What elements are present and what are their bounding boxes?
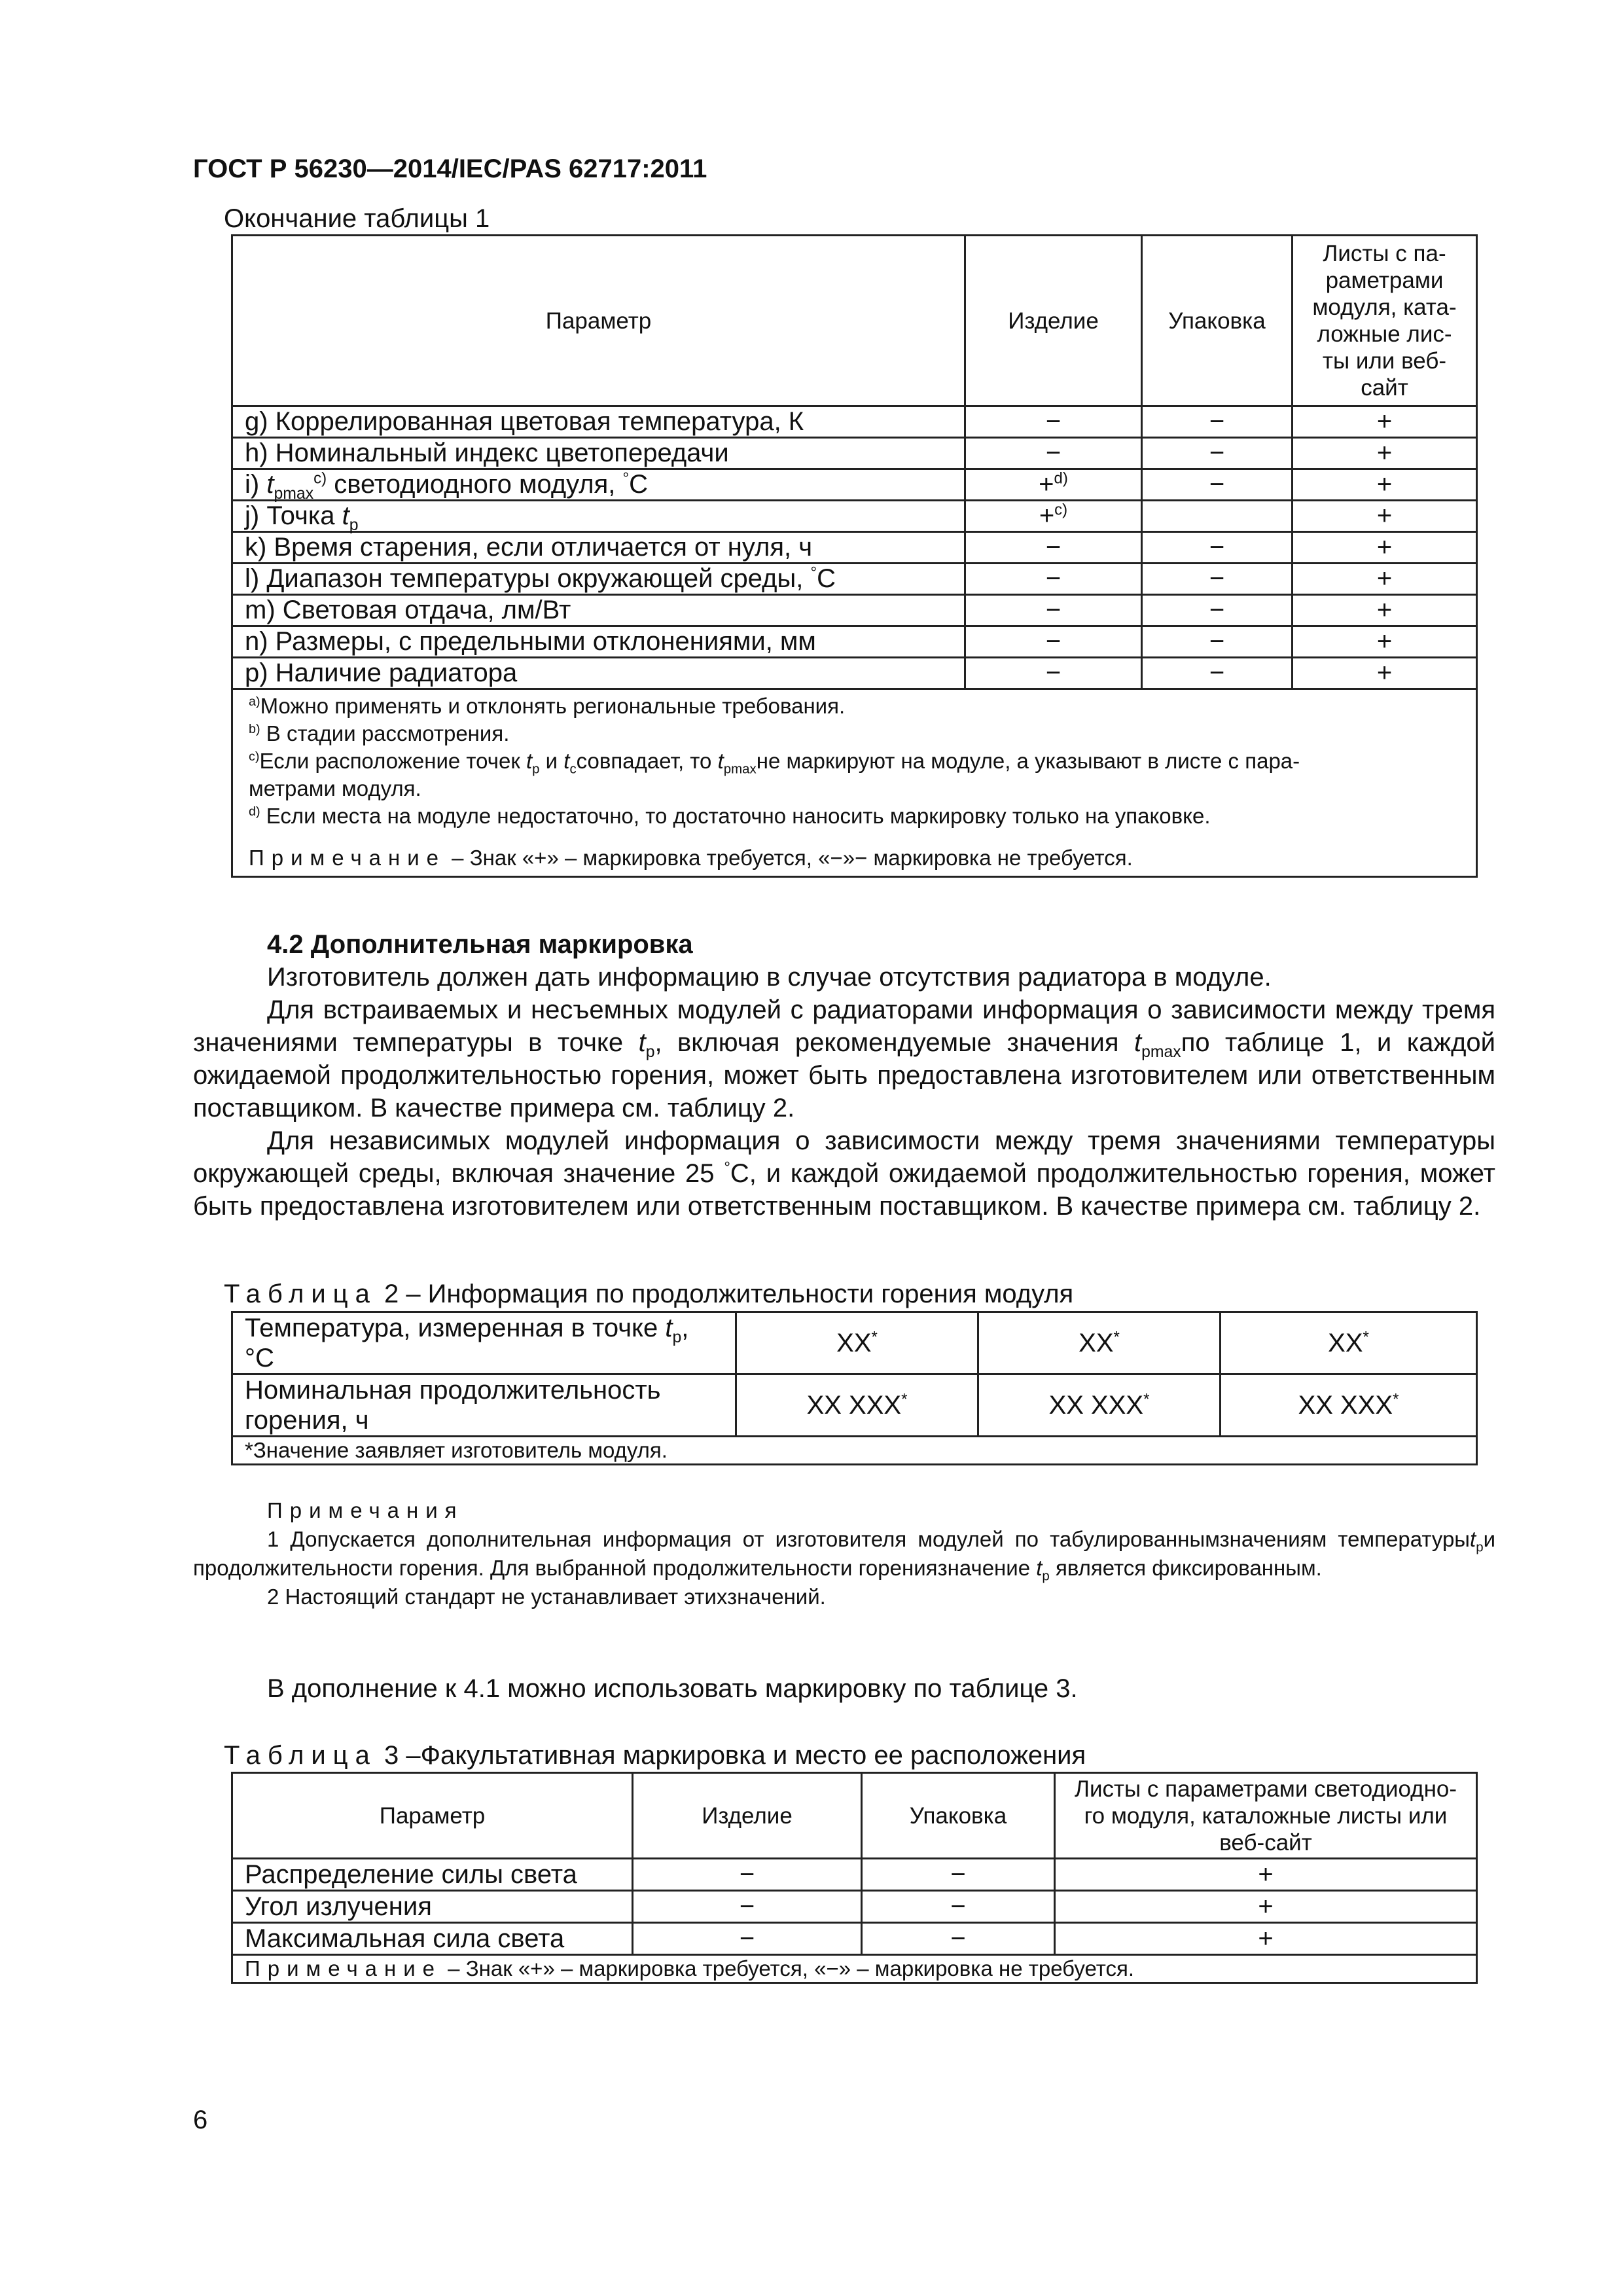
table-row xyxy=(232,532,1477,564)
row-package: − xyxy=(1142,658,1293,689)
table2-value: ХХ* xyxy=(736,1312,978,1374)
table-row xyxy=(232,564,1477,595)
table2-lifetime-label: Номинальная продолжительность горения, ч xyxy=(232,1374,736,1437)
table1-header-sheets: Листы с па- раметрами модуля, ката- ложные лис- ты или веб- сайт xyxy=(1293,236,1477,406)
row-product: − xyxy=(633,1859,862,1891)
row-param: Распределение силы света xyxy=(232,1859,633,1891)
row-product: − xyxy=(965,626,1142,658)
table-row xyxy=(232,469,1477,501)
table2-value: ХХ ХХХ* xyxy=(736,1374,978,1437)
table2-footnote-row xyxy=(232,1437,1477,1465)
row-param: g) Коррелированная цветовая температура, К xyxy=(232,406,965,438)
table-row xyxy=(232,406,1477,438)
row-param: i) $t_{pmax}^{c)}$ светодиодного модуля, °С xyxy=(232,469,965,501)
row-product: +$^{c)}$ xyxy=(965,501,1142,532)
row-sheets: + xyxy=(1293,438,1477,469)
row-package: − xyxy=(1142,532,1293,564)
table1-header-package: Упаковка xyxy=(1142,236,1293,406)
table3-note-row xyxy=(232,1955,1477,1983)
row-package: − xyxy=(1142,595,1293,626)
row-param: Максимальная сила света xyxy=(232,1923,633,1955)
table2-footnote: *Значение заявляет изготовитель модуля. xyxy=(232,1437,1477,1465)
row-package: − xyxy=(1142,626,1293,658)
row-product: − xyxy=(965,406,1142,438)
table3-note: Примечание – Знак «+» – маркировка требуется, «−» – маркировка не требуется. xyxy=(232,1955,1477,1983)
table3 xyxy=(231,1772,1478,1984)
table-row xyxy=(232,438,1477,469)
row-param: m) Световая отдача, лм/Вт xyxy=(232,595,965,626)
row-sheets: + xyxy=(1055,1859,1477,1891)
footnote-c-cont: метрами модуля. xyxy=(249,776,421,800)
row-package: − xyxy=(1142,406,1293,438)
table3-header-package: Упаковка xyxy=(862,1773,1055,1859)
section-paragraph-2: Для встраиваемых и несъемных модулей с радиаторами информация о зависимости между тремя значениями температуры в точке $t_p$, включая рекомендуемые значения $t_{pmax}по$ таблице 1, и каждой ожидаемой продолжительностью горения, может быть предоставлена изготовителем или ответственным поставщиком. В качестве примера см. таблицу 2. xyxy=(193,996,1496,1122)
table3-header-row xyxy=(232,1773,1477,1859)
table1 xyxy=(231,234,1478,878)
row-sheets: + xyxy=(1293,501,1477,532)
table3-header-parameter: Параметр xyxy=(232,1773,633,1859)
row-product: − xyxy=(633,1923,862,1955)
page-number: 6 xyxy=(193,2106,208,2134)
footnote-b: $^{b)}$ В стадии рассмотрения. xyxy=(249,721,510,745)
row-package: − xyxy=(862,1891,1055,1923)
row-product: − xyxy=(965,595,1142,626)
document-header: ГОСТ Р 56230—2014/IEC/PAS 62717:2011 xyxy=(193,154,707,183)
table3-caption: Таблица 3 –Факультативная маркировка и место ее расположения xyxy=(224,1741,1086,1770)
row-package: − xyxy=(1142,438,1293,469)
table2-caption: Таблица 2 – Информация по продолжительности горения модуля xyxy=(224,1280,1074,1308)
row-sheets: + xyxy=(1055,1923,1477,1955)
row-product: − xyxy=(965,564,1142,595)
table1-footnotes xyxy=(232,689,1477,877)
table3-header-product: Изделие xyxy=(633,1773,862,1859)
row-product: − xyxy=(965,438,1142,469)
row-param: j) Точка $t_p$ xyxy=(232,501,965,532)
row-sheets: + xyxy=(1293,564,1477,595)
section-paragraph-3: Для независимых модулей информация о зависимости между тремя значениями температуры окружающей среды, включая значение 25 °С, и каждой ожидаемой продолжительностью горения, может быть предоставлена изготовителем или ответственным поставщиком. В качестве примера см. таблицу 2. xyxy=(193,1126,1496,1221)
table-row xyxy=(232,501,1477,532)
row-sheets: + xyxy=(1293,626,1477,658)
row-package: − xyxy=(862,1923,1055,1955)
table2-value: ХХ* xyxy=(978,1312,1221,1374)
section-paragraph-1: Изготовитель должен дать информацию в случае отсутствия радиатора в модуле. xyxy=(267,963,1272,992)
row-sheets: + xyxy=(1293,658,1477,689)
note-2: 2 Настоящий стандарт не устанавливает этихзначений. xyxy=(267,1585,826,1609)
row-sheets: + xyxy=(1293,406,1477,438)
table1-header-parameter: Параметр xyxy=(232,236,965,406)
row-param: l) Диапазон температуры окружающей среды, °С xyxy=(232,564,965,595)
table-row xyxy=(232,1923,1477,1955)
row-product: − xyxy=(965,532,1142,564)
table2-temperature-label: Температура, измеренная в точке $t_p$, °С xyxy=(232,1312,736,1374)
row-param: p) Наличие радиатора xyxy=(232,658,965,689)
row-sheets: + xyxy=(1293,469,1477,501)
footnote-c: $^{c)}$Если расположение точек $t_p$ и $t_cсовпадает$, то $t_{pmax}не$ маркируют на модуле, а указывают в листе с пара- xyxy=(249,749,1300,777)
table2-value: ХХ ХХХ* xyxy=(1221,1374,1477,1437)
row-sheets: + xyxy=(1293,595,1477,626)
table1-footnotes-row xyxy=(232,689,1477,877)
table2-value: ХХ ХХХ* xyxy=(978,1374,1221,1437)
row-param: k) Время старения, если отличается от нуля, ч xyxy=(232,532,965,564)
row-package xyxy=(1142,501,1293,532)
notes-label: Примечания xyxy=(267,1498,464,1522)
table-row xyxy=(232,1374,1477,1437)
table-row xyxy=(232,1859,1477,1891)
table-row xyxy=(232,1312,1477,1374)
row-sheets: + xyxy=(1293,532,1477,564)
table-row xyxy=(232,626,1477,658)
row-param: h) Номинальный индекс цветопередачи xyxy=(232,438,965,469)
row-param: n) Размеры, с предельными отклонениями, мм xyxy=(232,626,965,658)
row-product: − xyxy=(633,1891,862,1923)
table2-value: ХХ* xyxy=(1221,1312,1477,1374)
row-package: − xyxy=(1142,469,1293,501)
extra-marking-text: В дополнение к 4.1 можно использовать маркировку по таблице 3. xyxy=(267,1674,1078,1703)
table-row xyxy=(232,595,1477,626)
row-product: +$^{d)}$ xyxy=(965,469,1142,501)
table1-caption: Окончание таблицы 1 xyxy=(224,204,490,233)
note-1: 1 Допускается дополнительная информация от изготовителя модулей по табулированнымзначениям температурыt$_p$и продолжительности горения. Для выбранной продолжительности горениязначение $t_p$ является фиксированным. xyxy=(193,1527,1495,1584)
table1-header-product: Изделие xyxy=(965,236,1142,406)
table3-header-sheets: Листы с параметрами светодиодно- го модуля, каталожные листы или веб-сайт xyxy=(1055,1773,1477,1859)
footnote-d: $^{d)}$ Если места на модуле недостаточно, то достаточно наносить маркировку только на упаковке. xyxy=(249,804,1211,828)
section-heading: 4.2 Дополнительная маркировка xyxy=(267,930,693,959)
row-param: Угол излучения xyxy=(232,1891,633,1923)
row-package: − xyxy=(1142,564,1293,595)
table2 xyxy=(231,1311,1478,1465)
table-row xyxy=(232,658,1477,689)
section-4-2 xyxy=(193,928,1495,1223)
table-row xyxy=(232,1891,1477,1923)
table1-note: Примечание – Знак «+» – маркировка требуется, «−»− маркировка не требуется. xyxy=(249,846,1133,870)
row-package: − xyxy=(862,1859,1055,1891)
table1-header-row xyxy=(232,236,1477,406)
notes xyxy=(193,1496,1495,1611)
row-sheets: + xyxy=(1055,1891,1477,1923)
footnote-a: $^{a)}$Можно применять и отклонять региональные требования. xyxy=(249,694,846,718)
row-product: − xyxy=(965,658,1142,689)
